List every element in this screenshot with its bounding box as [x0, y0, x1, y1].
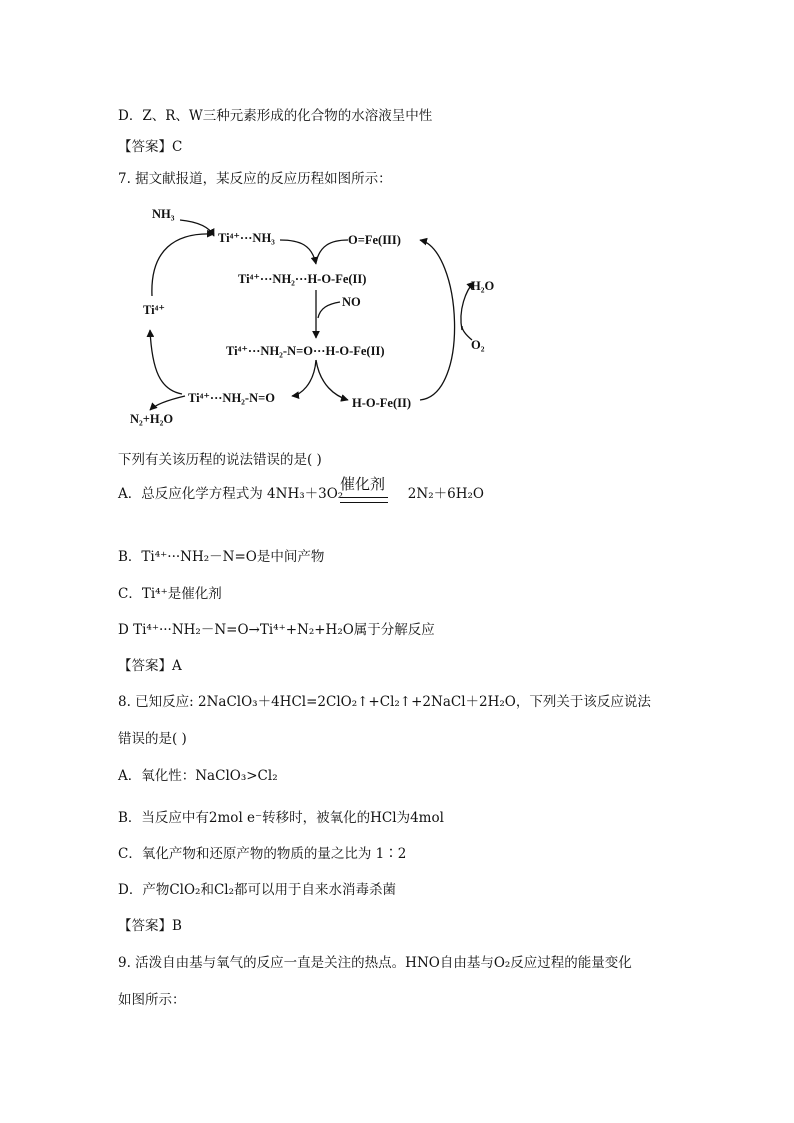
label-ti-nh2no: Ti⁴⁺···NH₂-N=O	[188, 391, 275, 405]
q9-stem-1: 9. 活泼自由基与氧气的反应一直是关注的热点。HNO自由基与O₂反应过程的能量变化	[118, 955, 632, 971]
q8-option-c: C．氧化产物和还原产物的物质的量之比为 1∶2	[118, 846, 407, 862]
arrow-h2o-out	[461, 282, 474, 330]
q7-option-a-suffix: 2N₂＋6H₂O	[407, 486, 484, 502]
q7-option-c: C．Ti⁴⁺是催化剂	[118, 586, 222, 602]
q8-answer: 【答案】B	[118, 918, 182, 934]
arrow-o2-in	[462, 326, 472, 340]
catalyst-label: 催化剂	[340, 475, 386, 493]
arrow-right-loop	[420, 240, 455, 400]
q7-answer: 【答案】A	[118, 658, 182, 674]
q7-stem: 7. 据文献报道，某反应的反应历程如图所示：	[118, 171, 392, 187]
arrow-left-top	[152, 234, 214, 296]
q7-option-b: B．Ti⁴⁺···NH₂－N=O是中间产物	[118, 549, 325, 565]
label-h2o: H₂O	[471, 279, 495, 293]
label-o2: O₂	[471, 338, 485, 352]
arrow-no-in	[318, 302, 340, 318]
arrow-nh3-in	[180, 220, 214, 236]
q6-answer: 【答案】C	[118, 139, 183, 155]
q8-option-d: D．产物ClO₂和Cl₂都可以用于自来水消毒杀菌	[118, 882, 397, 898]
q8-option-b: B．当反应中有2mol e⁻转移时，被氧化的HCl为4mol	[118, 810, 444, 826]
arrow-n2h2o-out	[150, 396, 185, 410]
label-ti-nh2no-hofe: Ti⁴⁺···NH₂-N=O···H-O-Fe(II)	[226, 344, 385, 358]
label-ti4: Ti⁴⁺	[143, 303, 165, 317]
q8-option-a: A．氧化性：NaClO₃>Cl₂	[118, 768, 278, 784]
q7-option-a-prefix: A．总反应化学方程式为 4NH₃＋3O₂	[118, 486, 344, 502]
arrow-merge-fe	[316, 240, 348, 262]
q9-stem-2: 如图所示：	[118, 992, 186, 1008]
q7-option-a	[118, 482, 484, 502]
arrow-split-left	[292, 360, 316, 396]
label-o-fe3: O=Fe(III)	[348, 233, 401, 247]
label-nh3: NH₃	[152, 207, 175, 221]
label-n2h2o: N₂+H₂O	[130, 412, 174, 426]
q8-stem-1: 8. 已知反应: 2NaClO₃＋4HCl=2ClO₂↑+Cl₂↑+2NaCl＋2H₂O，下列关于该反应说法	[118, 694, 651, 710]
label-no: NO	[342, 295, 361, 309]
q7-option-d: D Ti⁴⁺···NH₂－N=O→Ti⁴⁺+N₂+H₂O属于分解反应	[118, 622, 435, 638]
arrow-split-right	[316, 360, 348, 400]
q6-option-d: D．Z、R、W三种元素形成的化合物的水溶液呈中性	[118, 108, 433, 124]
arrow-merge	[280, 240, 316, 264]
arrow-left-bottom	[150, 330, 182, 394]
q7-question: 下列有关该历程的说法错误的是( )	[118, 452, 322, 468]
label-hofe2: H-O-Fe(II)	[352, 396, 412, 410]
q8-stem-2: 错误的是( )	[118, 731, 187, 747]
label-ti-nh2-hofe: Ti⁴⁺···NH₂···H-O-Fe(II)	[238, 272, 367, 286]
double-equals	[340, 497, 388, 503]
label-ti-nh3: Ti⁴⁺···NH₃	[218, 231, 275, 245]
